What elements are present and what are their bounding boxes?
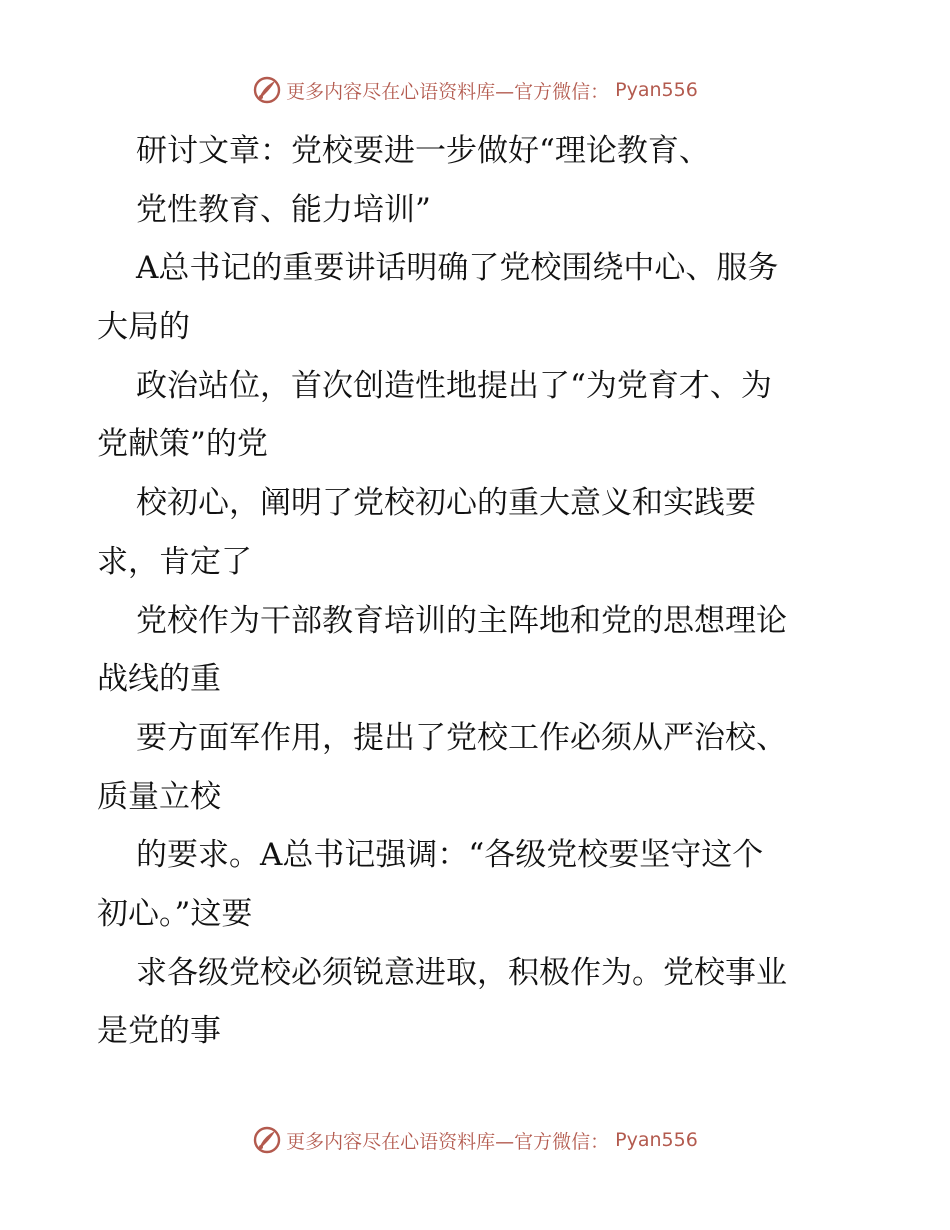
header-watermark	[0, 70, 950, 110]
text-line: 求各级党校必须锐意进取，积极作为。党校事业	[136, 954, 787, 991]
text-line: 党校作为干部教育培训的主阵地和党的思想理论	[136, 602, 787, 639]
text-line: 要方面军作用，提出了党校工作必须从严治校、	[136, 719, 787, 756]
text-line: A总书记的重要讲话明确了党校围绕中心、服务	[136, 250, 779, 287]
text-line: 质量立校	[97, 778, 221, 815]
footer-watermark	[0, 1120, 950, 1160]
text-line: 战线的重	[97, 661, 221, 698]
text-line: 校初心，阐明了党校初心的重大意义和实践要	[136, 485, 756, 522]
text-line: 政治站位，首次创造性地提出了“为党育才、为	[136, 367, 772, 404]
text-line: 大局的	[97, 309, 190, 346]
brush-pen-logo-icon	[252, 1125, 282, 1155]
text-line: 的要求。A总书记强调：“各级党校要坚守这个	[136, 837, 764, 874]
watermark-text: 更多内容尽在心语资料库—官方微信：	[286, 1130, 610, 1153]
text-line: 求，肯定了	[97, 543, 252, 580]
document-body	[97, 122, 857, 1061]
watermark-text: 更多内容尽在心语资料库—官方微信：	[286, 80, 610, 103]
text-line: 党献策”的党	[97, 426, 268, 463]
text-line: 初心。”这要	[97, 895, 253, 932]
watermark-handle: Pyan556	[615, 1129, 698, 1151]
title-line-1: 研讨文章：党校要进一步做好“理论教育、	[136, 133, 710, 169]
watermark-handle: Pyan556	[615, 79, 698, 101]
title-line-2: 党性教育、能力培训”	[136, 191, 431, 228]
text-line: 是党的事	[97, 1013, 221, 1050]
brush-pen-logo-icon	[252, 75, 282, 105]
